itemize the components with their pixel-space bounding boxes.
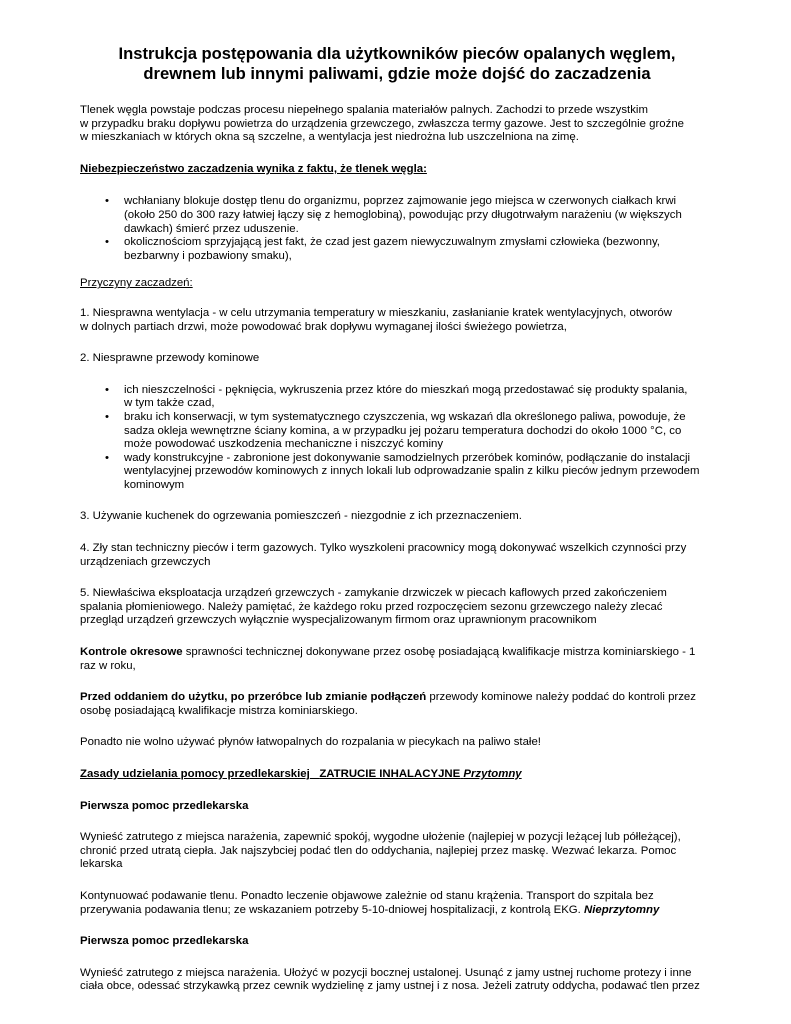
list-item: • okolicznościom sprzyjającą jest fakt, że czad jest gazem niewyczuwalnym zmysłami człowieka (bezwonny, bezbarwny i pozbawiony smaku), [124, 236, 714, 263]
list-item: • ich nieszczelności - pęknięcia, wykruszenia przez które do mieszkań mogą przedostawać się produkty spalania, w tym także czad, [124, 384, 714, 411]
document-title [80, 44, 714, 84]
list-item: • wady konstrukcyjne - zabronione jest dokonywanie samodzielnych przeróbek kominów, podłączanie do instalacji wentylacyjnej przewodów kominowych z innych lokali lub odprowadzanie spalin z kilku pieców jednym przewodem kominowym [124, 452, 714, 493]
periodic-control-paragraph: Kontrole okresowe sprawności technicznej dokonywane przez osobę posiadającą kwalifikacje mistrza kominiarskiego - 1 raz w roku, [80, 646, 696, 672]
unconscious-instructions: Wynieść zatrutego z miejsca narażenia. Ułożyć w pozycji bocznej ustalonej. Usunąć z jamy ustnej ruchome protezy i inne ciała obce, odessać strzykawką przez cewnik wydzielinę z jamy ustnej i z nosa. Jeżeli zatruty oddycha, podawać tlen przez [80, 966, 700, 993]
cause-2-list [80, 384, 714, 493]
before-use-bold: Przed oddaniem do użytku, po przeróbce lub zmianie podłączeń [80, 691, 427, 704]
cause-2: 2. Niesprawne przewody kominowe [80, 352, 260, 365]
list-item: • wchłaniany blokuje dostęp tlenu do organizmu, poprzez zajmowanie jego miejsca w czerwonych ciałkach krwi (około 250 do 300 razy łatwiej łączy się z hemoglobiną), powodując przy długotrwałym narażeniu (w większych dawkach) śmierć przez uduszenie. [124, 195, 714, 236]
danger-heading: Niebezpieczeństwo zaczadzenia wynika z faktu, że tlenek węgla: [80, 162, 427, 175]
cause-4: 4. Zły stan techniczny pieców i term gazowych. Tylko wyszkoleni pracownicy mogą dokonywać wszelkich czynności przy urządzeniach grzewczych [80, 542, 687, 568]
list-item: • braku ich konserwacji, w tym systematycznego czyszczenia, wg wskazań dla określonego paliwa, powoduje, że sadza okleja wewnętrzne ściany komina, a w przypadku jej pożaru temperatura dochodzi do około 1000 °C, co może powodować uszkodzenia mechaniczne i niszczyć kominy [124, 411, 714, 452]
oxygen-instructions: Kontynuować podawanie tlenu. Ponadto leczenie objawowe zależnie od stanu krążenia. Transport do szpitala bez przerywania podawania tlenu; ze wskazaniem potrzeby 5-10-dniowej hospitalizacji, z kontrolą EKG. Nieprzytomny [80, 889, 660, 916]
intro-line: w mieszkaniach w których okna są szczelne, a wentylacja jest niedrożna lub uszczelniona na zimę. [80, 131, 579, 144]
first-aid-subheading: Pierwsza pomoc przedlekarska [80, 799, 249, 812]
flammable-warning: Ponadto nie wolno używać płynów łatwopalnych do rozpalania w piecykach na paliwo stałe! [80, 736, 541, 749]
conscious-instructions: Wynieść zatrutego z miejsca narażenia, zapewnić spokój, wygodne ułożenie (najlepiej w pozycji leżącej lub półleżącej), chronić przed utratą ciepła. Jak najszybciej podać tlen do oddychania, najlepiej przez maskę. Wezwać lekarza. Pomoc lekarska [80, 831, 681, 871]
cause-1: 1. Niesprawna wentylacja - w celu utrzymania temperatury w mieszkaniu, zasłanianie kratek wentylacyjnych, otworów w dolnych partiach drzwi, może powodować brak dopływu wymaganej ilości świeżego powietrza, [80, 306, 672, 333]
cause-5: 5. Niewłaściwa eksploatacja urządzeń grzewczych - zamykanie drzwiczek w piecach kaflowych przed zakończeniem spalania płomieniowego. Należy pamiętać, że każdego roku przed rozpoczęciem sezonu grzewczego należy zlecać przegląd urządzeń grzewczych wyłącznie wyspecjalizowanym firmom oraz uprawnionym pracownikom [80, 587, 667, 627]
cause-3: 3. Używanie kuchenek do ogrzewania pomieszczeń - niezgodnie z ich przeznaczeniem. [80, 510, 522, 523]
danger-list [80, 195, 714, 263]
first-aid-subheading: Pierwsza pomoc przedlekarska [80, 935, 249, 948]
title-line-1: Instrukcja postępowania dla użytkowników pieców opalanych węglem, [118, 44, 676, 63]
unconscious-label: Nieprzytomny [583, 903, 660, 916]
title-line-2: drewnem lub innymi paliwami, gdzie może dojść do zaczadzenia [143, 64, 651, 83]
causes-heading: Przyczyny zaczadzeń: [80, 277, 193, 290]
intro-line: w przypadku braku dopływu powietrza do urządzenia grzewczego, zwłaszcza termy gazowe. Jest to szczególnie groźne [80, 117, 684, 130]
before-use-paragraph: Przed oddaniem do użytku, po przeróbce lub zmianie podłączeń przewody kominowe należy poddać do kontroli przez osobę posiadającą kwalifikacje mistrza kominiarskiego. [80, 691, 696, 717]
intro-paragraph [80, 104, 714, 145]
intro-line: Tlenek węgla powstaje podczas procesu niepełnego spalania materiałów palnych. Zachodzi to przede wszystkim [80, 104, 648, 116]
document-page [80, 44, 714, 1007]
first-aid-heading: Zasady udzielania pomocy przedlekarskiej ZATRUCIE INHALACYJNE Przytomny [80, 768, 522, 780]
periodic-control-bold: Kontrole okresowe [80, 646, 183, 659]
